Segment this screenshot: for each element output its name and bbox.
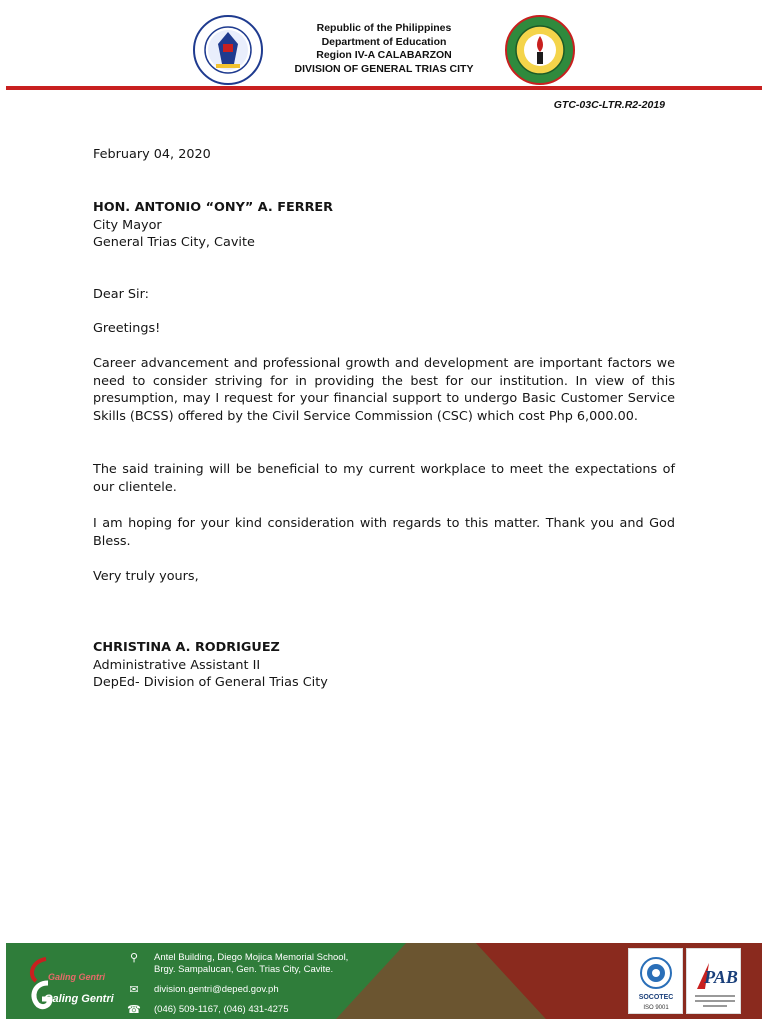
brand-large-text: Galing Gentri — [44, 993, 114, 1005]
address-line-2: Brgy. Sampalucan, Gen. Trias City, Cavite. — [154, 964, 334, 975]
signatory-title: Administrative Assistant II — [93, 657, 261, 673]
body-paragraph-2: The said training will be beneficial to my current workplace to meet the expectations of our clientele. — [93, 462, 675, 495]
addressee-block — [93, 199, 675, 252]
addressee-name: HON. ANTONIO “ONY” A. FERRER — [93, 200, 334, 215]
header-line-division: DIVISION OF GENERAL TRIAS CITY — [294, 62, 474, 75]
complimentary-close: Very truly yours, — [93, 569, 199, 584]
header-line-department: Department of Education — [321, 35, 447, 48]
body-paragraph-1: Career advancement and professional growth and development are important factors we need to consider striving for in providing the best for our institution. In view of this presumption, may I request for your financial support to undergo Basic Customer Service Skills (BCSS) offered by the Civil Service Commission (CSC) which cost Php 6,000.00. — [93, 356, 675, 424]
brand-small-text: Galing Gentri — [48, 972, 106, 982]
header-line-region: Region IV-A CALABARZON — [316, 49, 452, 61]
signatory-office: DepEd- Division of General Trias City — [93, 675, 328, 690]
greeting: Greetings! — [93, 321, 161, 336]
pab-logo-icon — [687, 949, 742, 1015]
pab-label: PAB — [704, 967, 738, 987]
salutation: Dear Sir: — [93, 287, 149, 302]
deped-seal-logo — [192, 14, 264, 86]
envelope-icon: ✉ — [129, 984, 139, 996]
socotec-label: SOCOTEC — [638, 994, 674, 1001]
location-pin-icon: ⚲ — [129, 952, 139, 964]
signatory-block — [93, 639, 675, 692]
letter-date: February 04, 2020 — [93, 147, 211, 162]
document-code: GTC-03C-LTR.R2-2019 — [553, 99, 665, 111]
socotec-certification-badge — [628, 948, 683, 1014]
address-line-1: Antel Building, Diego Mojica Memorial School, — [154, 952, 349, 963]
letterhead-text — [272, 22, 496, 76]
body-paragraph-3: I am hoping for your kind consideration with regards to this matter. Thank you and God Bless. — [93, 516, 675, 549]
division-seal-logo — [504, 14, 576, 86]
phone-numbers: (046) 509-1167, (046) 431-4275 — [154, 1004, 289, 1015]
socotec-logo-icon — [629, 949, 684, 1015]
letter-footer — [6, 943, 762, 1019]
email-address[interactable]: division.gentri@deped.gov.ph — [154, 984, 279, 995]
letterhead — [0, 10, 768, 86]
header-rule — [6, 86, 762, 90]
addressee-place: General Trias City, Cavite — [93, 235, 255, 250]
galing-gentri-logo — [24, 953, 124, 1011]
telephone-icon: ☎ — [127, 1004, 141, 1016]
header-line-republic: Republic of the Philippines — [316, 22, 452, 34]
addressee-title: City Mayor — [93, 217, 162, 233]
signatory-name: CHRISTINA A. RODRIGUEZ — [93, 640, 280, 655]
pab-accreditation-badge — [686, 948, 741, 1014]
socotec-iso-label: ISO 9001 — [643, 1005, 669, 1011]
